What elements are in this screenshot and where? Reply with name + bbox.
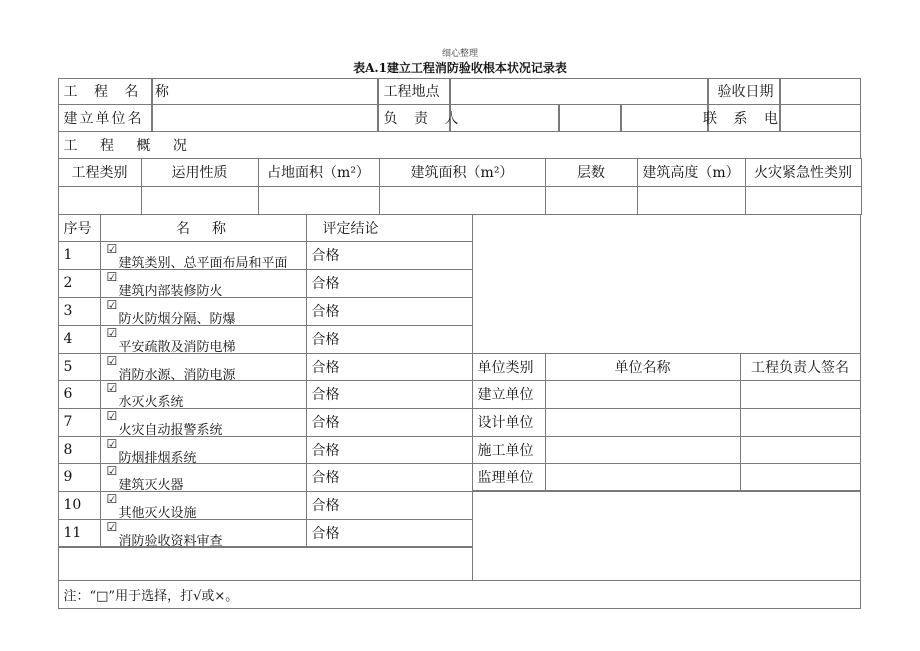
checkbox-checked-icon[interactable]: ☑ xyxy=(106,241,118,256)
item-result[interactable]: 合格 xyxy=(306,325,473,354)
item-name: 平安疏散及消防电梯 xyxy=(118,339,236,355)
item-no: 7 xyxy=(58,408,101,437)
unit-sign-field[interactable] xyxy=(740,408,861,437)
responsible-label: 负 责 人 xyxy=(378,104,450,132)
item-name: 水灭火系统 xyxy=(118,394,184,410)
unit-name-field[interactable] xyxy=(545,463,741,492)
contact-label: 联 系 电 xyxy=(708,104,780,132)
unit-sign-field[interactable] xyxy=(740,436,861,464)
overview-col-header: 占地面积（m²） xyxy=(258,158,380,187)
unit-sign-field[interactable] xyxy=(740,463,861,492)
item-name: 其他灭火设施 xyxy=(118,505,197,521)
unit-type-header: 单位类别 xyxy=(472,353,546,381)
watermark: 细心整理 xyxy=(441,49,478,59)
checkbox-checked-icon[interactable]: ☑ xyxy=(106,491,118,506)
overview-col-header: 层数 xyxy=(545,158,638,187)
overview-value-field[interactable] xyxy=(141,186,259,215)
item-name-cell xyxy=(100,241,307,270)
overview-col-header: 工程类别 xyxy=(58,158,142,187)
item-no: 4 xyxy=(58,325,101,354)
item-name: 防火防烟分隔、防爆 xyxy=(118,311,236,327)
item-no: 1 xyxy=(58,241,101,270)
overview-col-header: 建筑面积（m²） xyxy=(379,158,546,187)
unit-type: 监理单位 xyxy=(472,463,546,492)
item-result[interactable]: 合格 xyxy=(306,408,473,437)
project-name-field[interactable] xyxy=(152,78,378,105)
checkbox-checked-icon[interactable]: ☑ xyxy=(106,463,118,478)
unit-type: 设计单位 xyxy=(472,408,546,437)
item-result[interactable]: 合格 xyxy=(306,380,473,409)
item-name: 消防验收资料审查 xyxy=(118,533,223,549)
note: 注：“□”用于选择，打√或×。 xyxy=(58,580,861,609)
unit-sign-field[interactable] xyxy=(740,380,861,409)
unit-name-header: 单位名称 xyxy=(545,353,741,381)
item-name-cell xyxy=(100,380,307,409)
item-no: 8 xyxy=(58,436,101,464)
location-field[interactable] xyxy=(450,78,708,105)
item-name-cell xyxy=(100,491,307,520)
blank-area-top xyxy=(472,214,861,354)
unit-type: 建立单位 xyxy=(472,380,546,409)
overview-value-field[interactable] xyxy=(379,186,546,215)
item-name: 建筑内部装修防火 xyxy=(118,283,223,299)
item-name-cell xyxy=(100,353,307,381)
item-result[interactable]: 合格 xyxy=(306,353,473,381)
unit-sign-header: 工程负责人签名 xyxy=(740,353,861,381)
unit-name-field[interactable] xyxy=(545,436,741,464)
checkbox-checked-icon[interactable]: ☑ xyxy=(106,519,118,534)
unit-name-field[interactable] xyxy=(152,104,378,132)
overview-label: 工 程 概 况 xyxy=(58,131,861,159)
item-result[interactable]: 合格 xyxy=(306,491,473,520)
contact-field[interactable] xyxy=(780,104,861,132)
item-result[interactable]: 合格 xyxy=(306,297,473,326)
checkbox-checked-icon[interactable]: ☑ xyxy=(106,353,118,368)
name-header: 名 称 xyxy=(100,214,307,242)
item-name: 建筑类别、总平面布局和平面 xyxy=(118,255,288,271)
responsible-field-2[interactable] xyxy=(559,104,621,132)
unit-name-field[interactable] xyxy=(545,408,741,437)
responsible-field-3[interactable] xyxy=(621,104,708,132)
date-field[interactable] xyxy=(780,78,861,105)
checkbox-checked-icon[interactable]: ☑ xyxy=(106,269,118,284)
item-no: 2 xyxy=(58,269,101,298)
blank-area-right xyxy=(472,490,861,581)
overview-value-field[interactable] xyxy=(545,186,638,215)
item-name-cell xyxy=(100,325,307,354)
item-name-cell xyxy=(100,436,307,464)
item-name: 消防水源、消防电源 xyxy=(118,367,236,383)
result-header: 评定结论 xyxy=(306,214,473,242)
overview-col-header: 运用性质 xyxy=(141,158,259,187)
item-name-cell xyxy=(100,463,307,492)
checkbox-checked-icon[interactable]: ☑ xyxy=(106,436,118,451)
overview-value-field[interactable] xyxy=(258,186,380,215)
item-no: 6 xyxy=(58,380,101,409)
item-name-cell xyxy=(100,408,307,437)
item-no: 11 xyxy=(58,519,101,548)
item-name-cell xyxy=(100,519,307,548)
overview-col-header: 火灾紧急性类别 xyxy=(745,158,862,187)
checkbox-checked-icon[interactable]: ☑ xyxy=(106,380,118,395)
item-result[interactable]: 合格 xyxy=(306,519,473,548)
item-result[interactable]: 合格 xyxy=(306,436,473,464)
item-name-cell xyxy=(100,297,307,326)
item-name: 火灾自动报警系统 xyxy=(118,422,223,438)
item-no: 5 xyxy=(58,353,101,381)
blank-area-left xyxy=(58,546,473,581)
item-name: 建筑灭火器 xyxy=(118,477,184,493)
checkbox-checked-icon[interactable]: ☑ xyxy=(106,297,118,312)
unit-type: 施工单位 xyxy=(472,436,546,464)
item-no: 3 xyxy=(58,297,101,326)
location-label: 工程地点 xyxy=(378,78,450,105)
page-title: 表A.1建立工程消防验收根本状况记录表 xyxy=(353,61,567,75)
unit-name-field[interactable] xyxy=(545,380,741,409)
unit-name-label: 建立单位名 xyxy=(58,104,152,132)
item-name: 防烟排烟系统 xyxy=(118,450,197,466)
overview-value-field[interactable] xyxy=(58,186,142,215)
item-result[interactable]: 合格 xyxy=(306,241,473,270)
item-no: 9 xyxy=(58,463,101,492)
project-name-label: 工 程 名 称 xyxy=(58,78,152,105)
item-name-cell xyxy=(100,269,307,298)
no-header: 序号 xyxy=(58,214,101,242)
checkbox-checked-icon[interactable]: ☑ xyxy=(106,325,118,340)
item-result[interactable]: 合格 xyxy=(306,269,473,298)
item-no: 10 xyxy=(58,491,101,520)
responsible-field[interactable] xyxy=(450,104,559,132)
date-label: 验收日期 xyxy=(708,78,780,105)
overview-value-field[interactable] xyxy=(745,186,862,215)
overview-value-field[interactable] xyxy=(637,186,746,215)
checkbox-checked-icon[interactable]: ☑ xyxy=(106,408,118,423)
item-result[interactable]: 合格 xyxy=(306,463,473,492)
overview-col-header: 建筑高度（m） xyxy=(637,158,746,187)
